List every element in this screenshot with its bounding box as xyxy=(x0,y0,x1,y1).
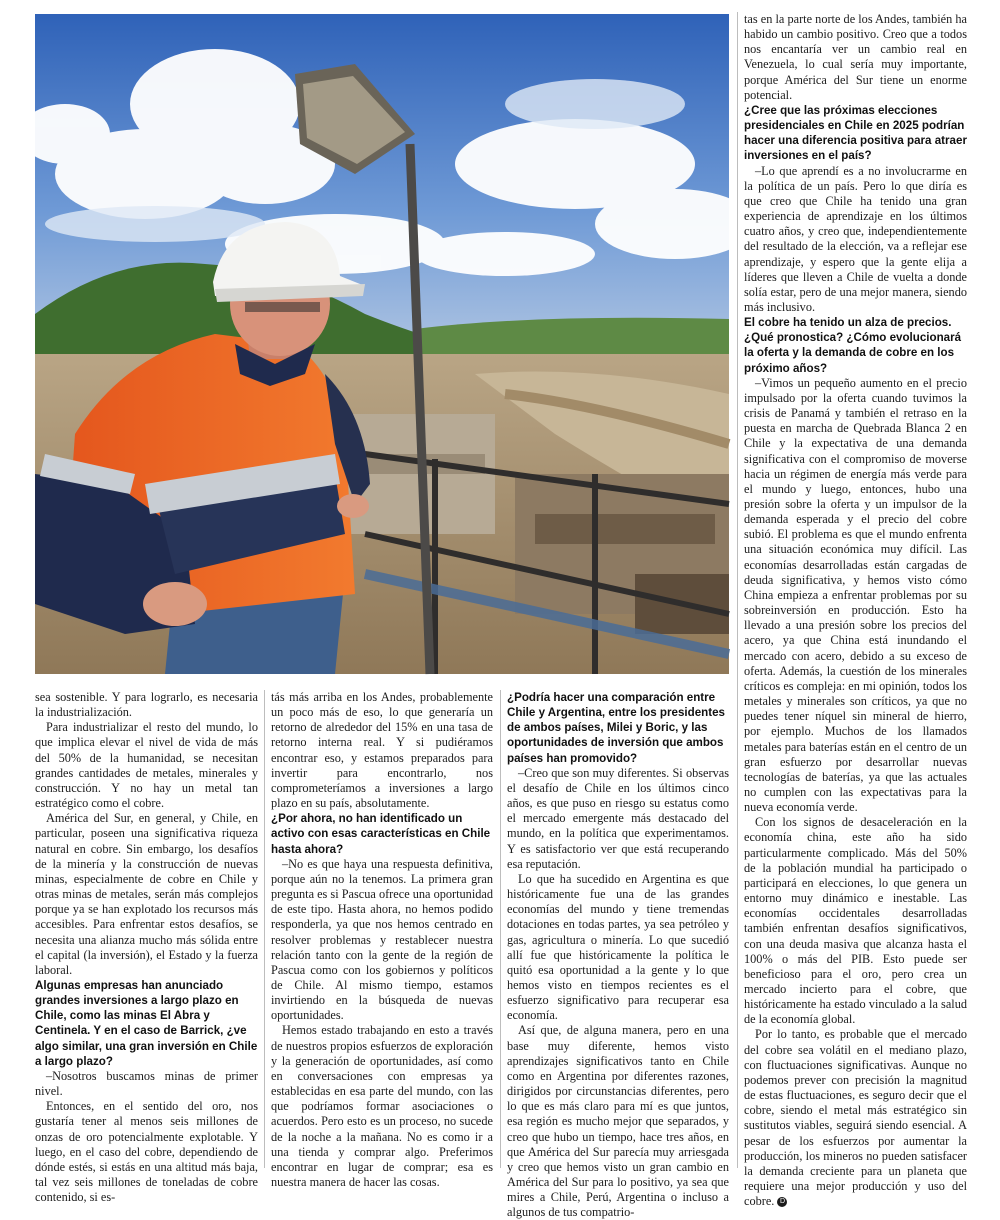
interview-question: El cobre ha tenido un alza de precios. ¿Qué pronostica? ¿Cómo evolucionará la oferta y la demanda de cobre en los próximo años? xyxy=(744,316,962,375)
body-paragraph: América del Sur, en general, y Chile, en particular, poseen una significativa riqueza natural en cobre. Sin embargo, los desafíos de la minería y la construcción de nuevas minas, especialmente de cobre en Chile y otras minas de metales, serán más complejos porque ya se han explotado los recursos más accesibles. Para enfrentar estos desafíos, se necesita una alianza mucho más sólida entre el capital (la inversión), el Estado y la fuerza laboral. xyxy=(35,811,258,977)
body-paragraph: –Nosotros buscamos minas de primer nivel. xyxy=(35,1068,258,1099)
body-paragraph: Para industrializar el resto del mundo, lo que implica elevar el nivel de vida de más del 50% de la humanidad, se necesitan grandes cantidades de metales, minerales y construcción. Y no hay un metal tan estratégico como el cobre. xyxy=(35,720,258,811)
body-paragraph: sea sostenible. Y para lograrlo, es necesaria la industrialización. xyxy=(35,690,258,720)
body-paragraph: –Lo que aprendí es a no involucrarme en la política de un país. Pero lo que diría es que creo que Chile ha tenido una gran experiencia de aprendizaje en los últimos cuatro años, y creo que, independientemente del resultado de la elección, va a reflejar ese aprendizaje, y espero que la gente elija a líderes que lleven a Chile de vuelta a donde solía estar, pero de una mejor manera, siendo más inclusivo. xyxy=(744,163,967,314)
body-paragraph: –Vimos un pequeño aumento en el precio impulsado por la oferta cuando tuvimos la crisis de Panamá y también el retraso en la puesta en marcha de Quebrada Blanca 2 en Chile y la expectativa de una demanda significativa con el compromiso de moverse hacia un régimen de energía más verde para el mundo y luego, entonces, hubo una presión sobre la oferta y un impulsor de la demanda esperada y el precio del cobre subió. El problema es que el mundo enfrenta una situación económica muy difícil. Las economías desarrolladas están cargadas de deuda significativa, y hemos visto cómo China empieza a enfrentar problemas por su sobreinversión en producción. Esto ha llevado a una presión sobre los precios del acero, ya que China está inundando el mercado con acero, debido a su exceso de oferta. Además, la cuestión de los minerales críticos es compleja: en mi opinión, todos los metales y minerales son críticos, ya que no puedes tener níquel sin mineral de hierro, por ejemplo. Muchos de los llamados metales para baterías están en el centro de un gran esfuerzo por desarrollar nuevas tecnologías de baterías, ya que las actuales no cumplen con las expectativas para la nueva economía verde. xyxy=(744,375,967,815)
interview-question: ¿Cree que las próximas elecciones presidenciales en Chile en 2025 podrían hacer una diferencia positiva para atraer inversiones en el país? xyxy=(744,103,967,163)
interview-question: ¿Podría hacer una comparación entre Chile y Argentina, entre los presidentes de ambos países, Milei y Boric, y las oportunidades de inversión que ambos países han promovido? xyxy=(507,691,725,765)
body-paragraph: Con los signos de desaceleración en la economía china, este año ha sido particularmente complicado. Más del 50% de la población mundial ha participado o participará en elecciones, lo que genera un entorno muy dinámico e inestable. Las economías occidentales desarrolladas también enfrentan desafíos significativos, con una deuda masiva que alcanza hasta el 100% o más del PIB. Esto puede ser beneficioso para el oro, pero crea un mercado incierto para el cobre, que históricamente ha estado vinculado a la salud de la economía global. xyxy=(744,815,967,1027)
article-photo xyxy=(35,14,729,674)
interview-question: Algunas empresas han anunciado grandes inversiones a largo plazo en Chile, como las minas El Abra y Centinela. Y en el caso de Barrick, ¿ve algo similar, una gran inversión en Chile a largo plazo? xyxy=(35,978,258,1068)
body-paragraph: Lo que ha sucedido en Argentina es que históricamente fue una de las grandes economías del mundo y tiene tremendas dotaciones en todas partes, ya sea petróleo y gas, agricultura o minería. Lo que sucedió allí fue que históricamente la política le quitó esa oportunidad a la gente y lo que hemos visto en tiempos recientes es el esfuerzo significativo para recuperar esa economía. xyxy=(507,871,729,1023)
body-paragraph: Así que, de alguna manera, pero en una base muy diferente, hemos visto aprendizajes significativos tanto en Chile como en Argentina por diferentes razones, dirigidos por circunstancias diferentes, pero lo que es más claro para mí es que juntos, esa región es mucho mejor que separados, y creo que hubo un tiempo, hace tres años, en que América del Sur parecía muy arriesgada y creo que hemos visto un gran cambio en América del Sur para lo positivo, ya sea que mires a Chile, Perú, Argentina o incluso a algunos de tus compatrio- xyxy=(507,1023,729,1220)
body-paragraph: Entonces, en el sentido del oro, nos gustaría tener al menos seis millones de onzas de oro potencialmente explotable. Y luego, en el caso del cobre, dependiendo de dónde estés, si estás en una altitud más baja, tal vez seis millones de toneladas de cobre contenido, si es- xyxy=(35,1099,258,1205)
body-paragraph: tás más arriba en los Andes, probablemente un poco más de eso, lo que generaría un retorno de alrededor del 15% en una tasa de retorno interna real. Y si pudiéramos encontrar eso, y estamos preparados para invertir para encontrarlo, nos comprometeríamos a inversiones a largo plazo en su país, absolutamente. xyxy=(271,690,493,811)
body-paragraph: Hemos estado trabajando en esto a través de nuestros propios esfuerzos de exploración y la generación de oportunidades, así como en conversaciones con empresas ya establecidas en esa parte del mundo, con las que podríamos formar asociaciones o acuerdos. Pero esto es un proceso, no sucede de la noche a la mañana. No es como ir a una tienda y comprar algo. Preferimos encontrar en lugar de comprar; esa es nuestra manera de hacer las cosas. xyxy=(271,1023,493,1189)
column-separator xyxy=(737,12,738,1168)
photo-miner-at-mine-site xyxy=(35,14,729,674)
article-column-4 xyxy=(744,12,967,1209)
column-separator xyxy=(264,690,265,1168)
body-paragraph: –Creo que son muy diferentes. Si observas el desafío de Chile en los últimos cinco años, es que puso en riesgo su estatus como el mercado emergente más destacado del mundo, en la política que experimentamos. Y es satisfactorio ver que está recuperando esa reputación. xyxy=(507,765,729,871)
column-separator xyxy=(500,690,501,1168)
body-paragraph: Por lo tanto, es probable que el mercado del cobre sea volátil en el mediano plazo, con fluctuaciones significativas. Aunque no podemos prever con precisión la magnitud de estas fluctuaciones, es seguro decir que el cobre, siendo el metal más estratégico sin sustitutos viables, seguirá siendo esencial. A pesar de los esfuerzos por aumentar la producción, los mineros no pueden satisfacer la demanda creciente para un planeta que requiere una mejor producción y uso del cobre. D xyxy=(744,1027,967,1209)
body-paragraph: –No es que haya una respuesta definitiva, porque aún no la tenemos. La primera gran pregunta es si Pascua ofrece una oportunidad de este tipo. Hasta ahora, no hemos podido responderla, ya que nos hemos centrado en resolver problemas y restablecer nuestra relación tanto con la gente de la región de Pascua como con los gobiernos y políticos de Chile. Al mismo tiempo, estamos invirtiendo en la búsqueda de nuevas oportunidades. xyxy=(271,856,493,1023)
article-column-3 xyxy=(507,690,729,1220)
article-column-1 xyxy=(35,690,258,1205)
end-of-article-icon: D xyxy=(777,1197,787,1207)
interview-question: ¿Por ahora, no han identificado un activo con esas características en Chile hasta ahora? xyxy=(271,812,491,856)
body-paragraph: tas en la parte norte de los Andes, también ha habido un cambio positivo. Creo que a todos nos encantaría ver un cambio real en Venezuela, lo cual sería muy importante, porque América del Sur tiene un enorme potencial. xyxy=(744,12,967,102)
article-column-2 xyxy=(271,690,493,1189)
